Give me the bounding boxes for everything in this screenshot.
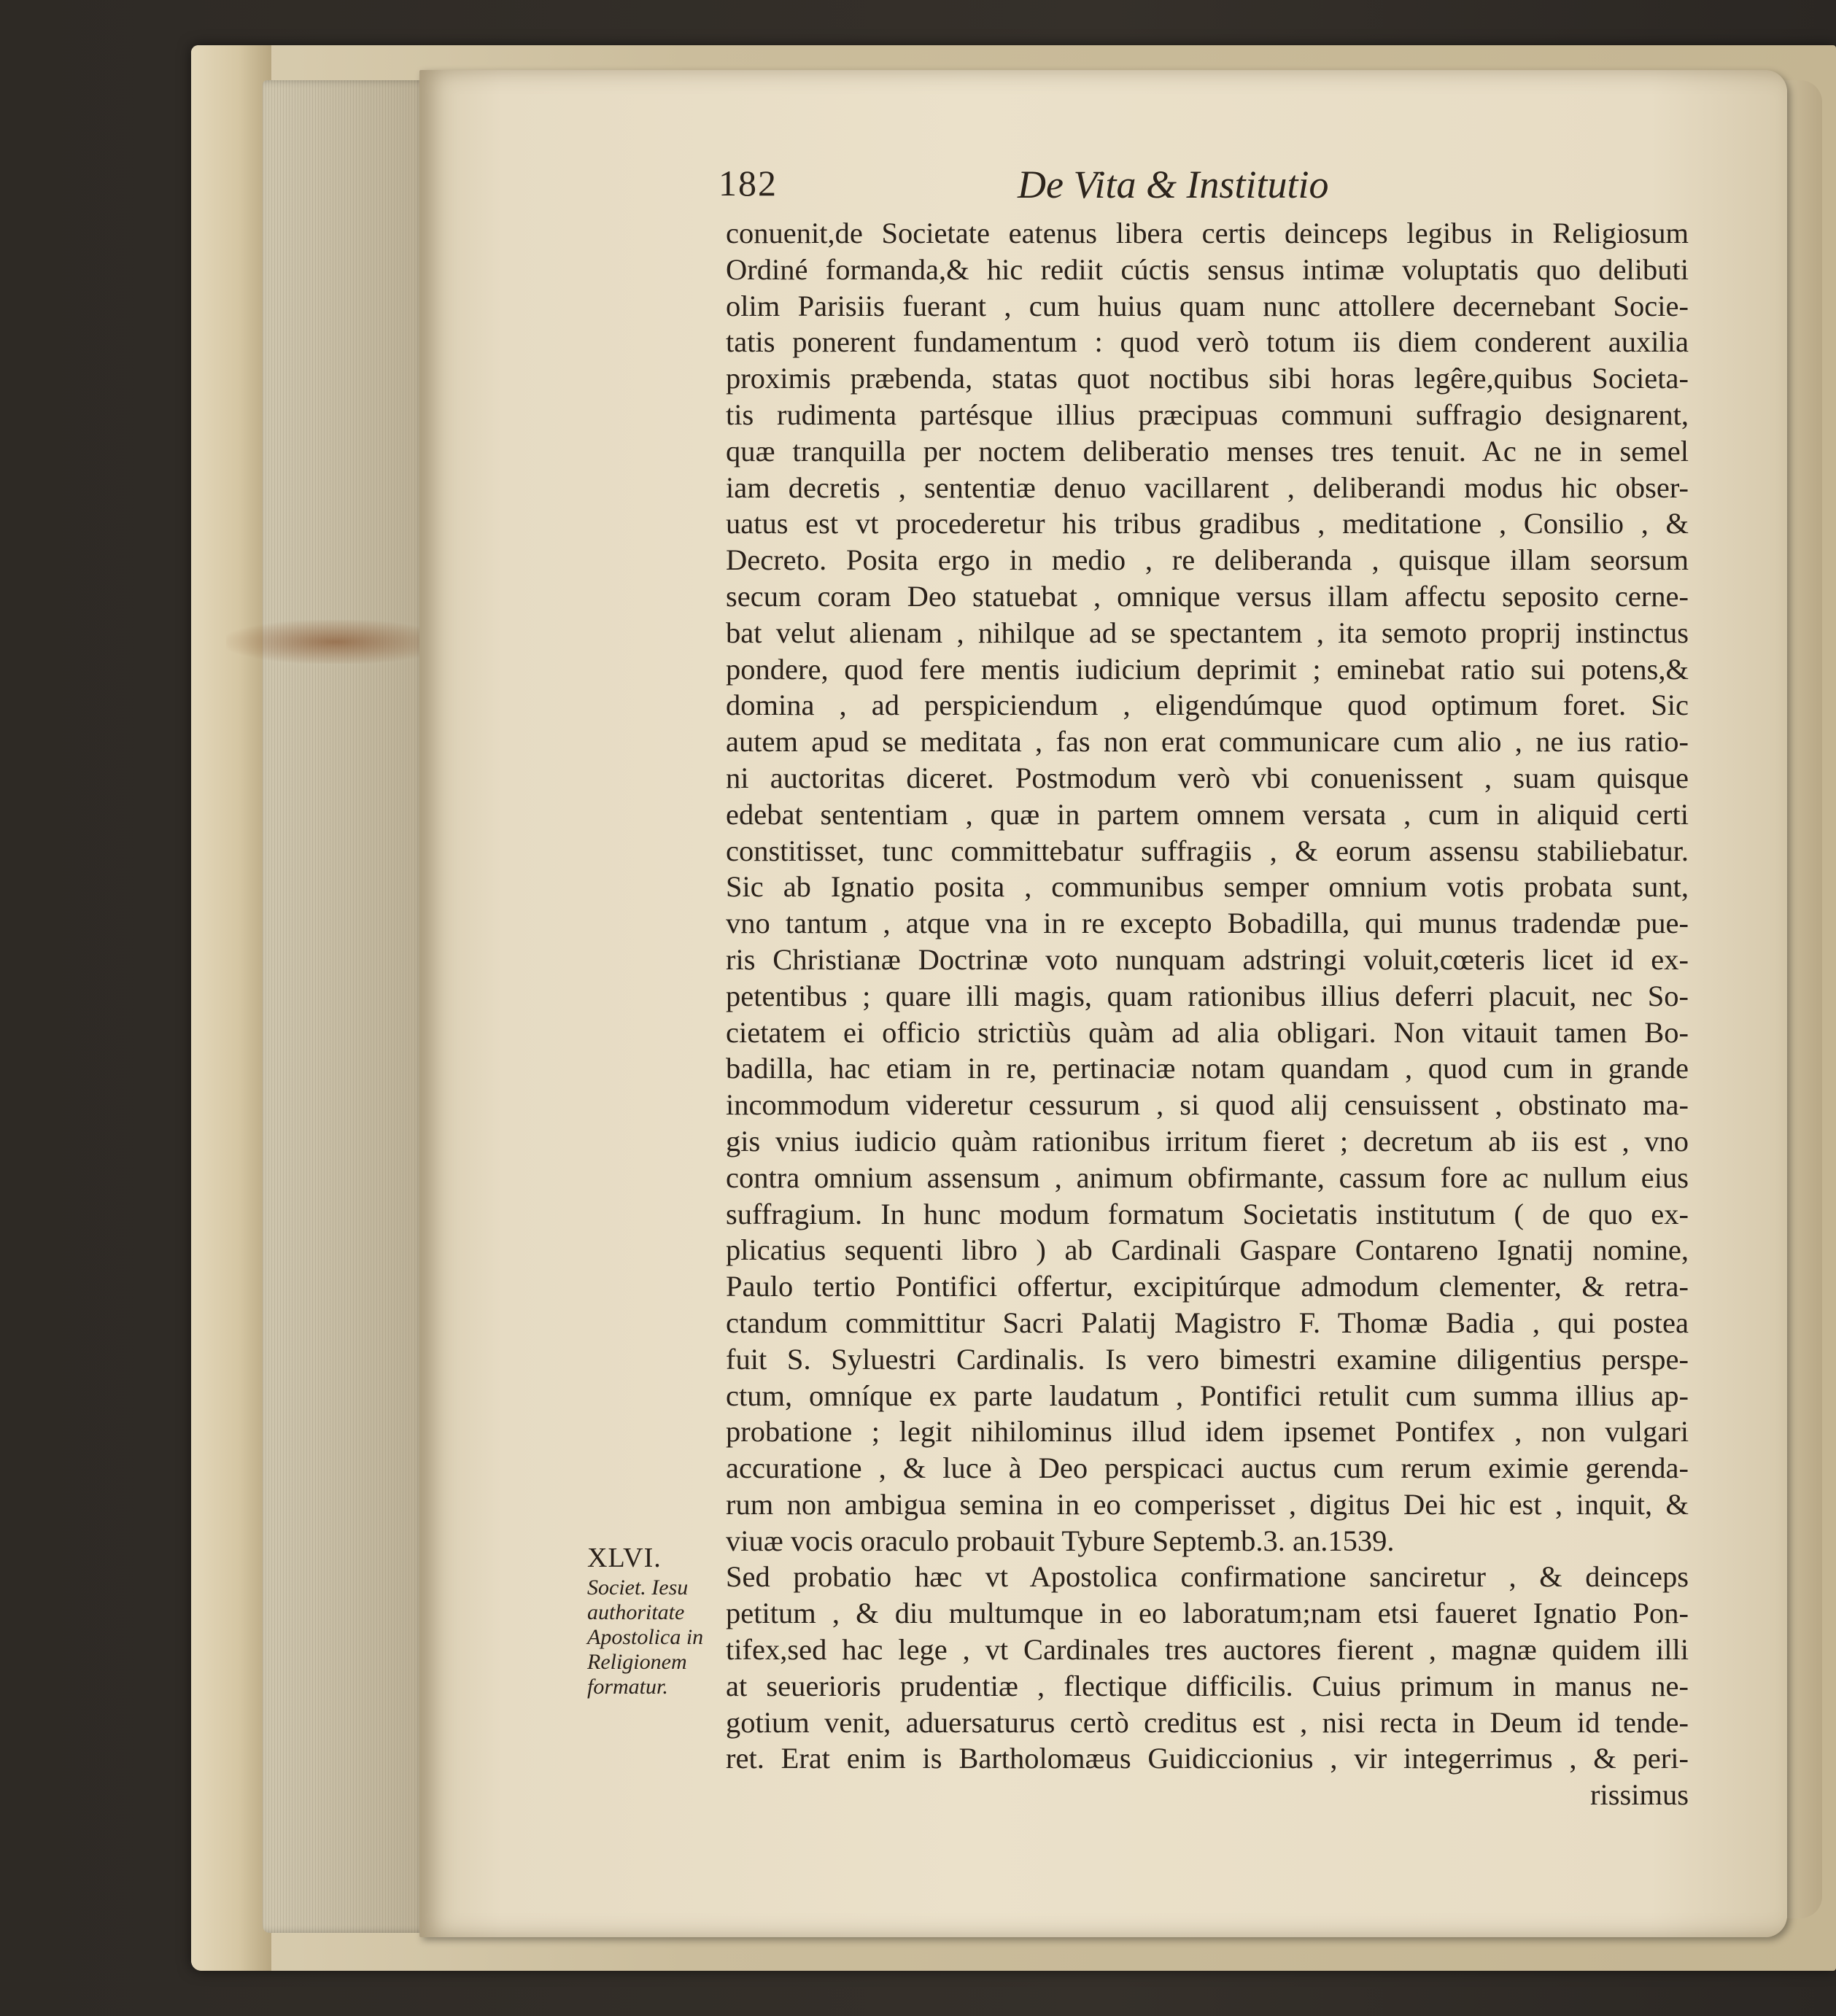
margin-note-line: Religionem (587, 1650, 687, 1674)
text-line: petentibus ; quare illi magis, quam rationibus illius deferri placuit, nec So- (726, 979, 1689, 1012)
text-line: proximis præbenda, statas quot noctibus sibi horas legêre,quibus Societa- (726, 362, 1689, 395)
text-line: constitisset, tunc committebatur suffragiis , & eorum assensu stabiliebatur. (726, 834, 1689, 867)
text-line: contra omnium assensum , animum obfirmante, cassum fore ac nullum eius (726, 1160, 1689, 1194)
body-text (726, 215, 1689, 1813)
margin-note (587, 1540, 722, 1699)
text-line: iam decretis , sententiæ denuo vacillarent , deliberandi modus hic obser- (726, 470, 1689, 504)
text-line: probatione ; legit nihilominus illud idem ipsemet Pontifex , non vulgari (726, 1415, 1689, 1449)
text-line: secum coram Deo statuebat , omnique versus illam affectu seposito cerne- (726, 579, 1689, 613)
text-line: badilla, hac etiam in re, pertinaciæ notam quandam , quod cum in grande (726, 1052, 1689, 1085)
text-line: gotium venit, aduersaturus certò creditus est , nisi recta in Deum id tende- (726, 1705, 1689, 1739)
catchword: rissimus (1589, 1778, 1689, 1812)
text-line: uatus est vt procederetur his tribus gradibus , meditatione , Consilio , & (726, 507, 1689, 540)
text-line: suffragium. In hunc modum formatum Societatis institutum ( de quo ex- (726, 1197, 1689, 1230)
running-title: De Vita & Institutio (1018, 163, 1329, 206)
book-spine-fold (191, 45, 271, 1971)
text-line: at seuerioris prudentiæ , flectique difficilis. Cuius primum in manus ne- (726, 1669, 1689, 1702)
text-line: edebat sententiam , quæ in partem omnem versata , cum in aliquid certi (726, 797, 1689, 831)
text-line: tatis ponerent fundamentum : quod verò totum iis diem conderent auxilia (726, 325, 1689, 359)
text-line: ris Christianæ Doctrinæ voto nunquam adstringi voluit,cœteris licet id ex- (726, 942, 1689, 976)
text-line: viuæ vocis oraculo probauit Tybure Septemb.3. an.1539. (726, 1524, 1395, 1557)
section-number: XLVI. (587, 1543, 662, 1573)
text-line: plicatius sequenti libro ) ab Cardinali Gaspare Contareno Ignatij nomine, (726, 1233, 1689, 1267)
text-line: conuenit,de Societate eatenus libera certis deinceps legibus in Religiosum (726, 217, 1689, 249)
text-line: quæ tranquilla per noctem deliberatio menses tres tenuit. Ac ne in semel (726, 434, 1689, 468)
text-line: Paulo tertio Pontifici offertur, excipitúrque admodum clementer, & retra- (726, 1270, 1689, 1303)
text-line: autem apud se meditata , fas non erat communicare cum alio , ne ius ratio- (726, 725, 1689, 759)
text-line: Decreto. Posita ergo in medio , re deliberanda , quisque illam seorsum (726, 543, 1689, 577)
text-line: petitum , & diu multumque in eo laboratum;nam etsi faueret Ignatio Pon- (726, 1597, 1689, 1630)
text-line: ni auctoritas diceret. Postmodum verò vbi conuenissent , suam quisque (726, 761, 1689, 794)
text-line: domina , ad perspiciendum , eligendúmque quod optimum foret. Sic (726, 689, 1689, 722)
text-line: pondere, quod fere mentis iudicium deprimit ; eminebat ratio sui potens,& (726, 652, 1689, 686)
text-line: Sed probatio hæc vt Apostolica confirmatione sanciretur , & deinceps (726, 1560, 1689, 1594)
page-edges (263, 80, 445, 1933)
margin-note-line: Apostolica in (587, 1625, 704, 1649)
margin-note-line: formatur. (587, 1675, 668, 1699)
text-line: incommodum videretur cessurum , si quod alij censuissent , obstinato ma- (726, 1088, 1689, 1122)
text-line: ctum, omníque ex parte laudatum , Pontifici retulit cum summa illius ap- (726, 1379, 1689, 1412)
margin-note-line: authoritate (587, 1600, 685, 1624)
text-line: Sic ab Ignatio posita , communibus semper omnium votis probata sunt, (726, 870, 1689, 904)
text-line: vno tantum , atque vna in re excepto Bobadilla, qui munus tradendæ pue- (726, 907, 1689, 940)
edge-stain (226, 620, 445, 664)
text-line: tifex,sed hac lege , vt Cardinales tres auctores fierent , magnæ quidem illi (726, 1633, 1689, 1667)
text-line: ret. Erat enim is Bartholomæus Guidiccionius , vir integerrimus , & peri- (726, 1742, 1689, 1775)
page-number: 182 (718, 163, 778, 203)
text-line: Ordiné formanda,& hic rediit cúctis sensus intimæ voluptatis quo delibuti (726, 252, 1689, 286)
text-line: gis vnius iudicio quàm rationibus irritum fieret ; decretum ab iis est , vno (726, 1124, 1689, 1158)
text-line: accuratione , & luce à Deo perspicaci auctus cum rerum eximie gerenda- (726, 1451, 1689, 1485)
text-line: rum non ambigua semina in eo comperisset , digitus Dei hic est , inquit, & (726, 1487, 1689, 1521)
text-line: bat velut alienam , nihilque ad se spectantem , ita semoto proprij instinctus (726, 616, 1689, 649)
margin-note-line: Societ. Iesu (587, 1575, 689, 1600)
text-line: cietatem ei officio strictiùs quàm ad alia obligari. Non vitauit tamen Bo- (726, 1015, 1689, 1049)
text-line: fuit S. Syluestri Cardinalis. Is vero bimestri examine diligentius perspe- (726, 1342, 1689, 1376)
page-header (718, 162, 1448, 220)
text-line: olim Parisiis fuerant , cum huius quam nunc attollere decernebant Socie- (726, 289, 1689, 322)
text-line: tis rudimenta partésque illius præcipuas communi suffragio designarent, (726, 398, 1689, 431)
text-line: ctandum committitur Sacri Palatij Magistro F. Thomæ Badia , qui postea (726, 1306, 1689, 1339)
